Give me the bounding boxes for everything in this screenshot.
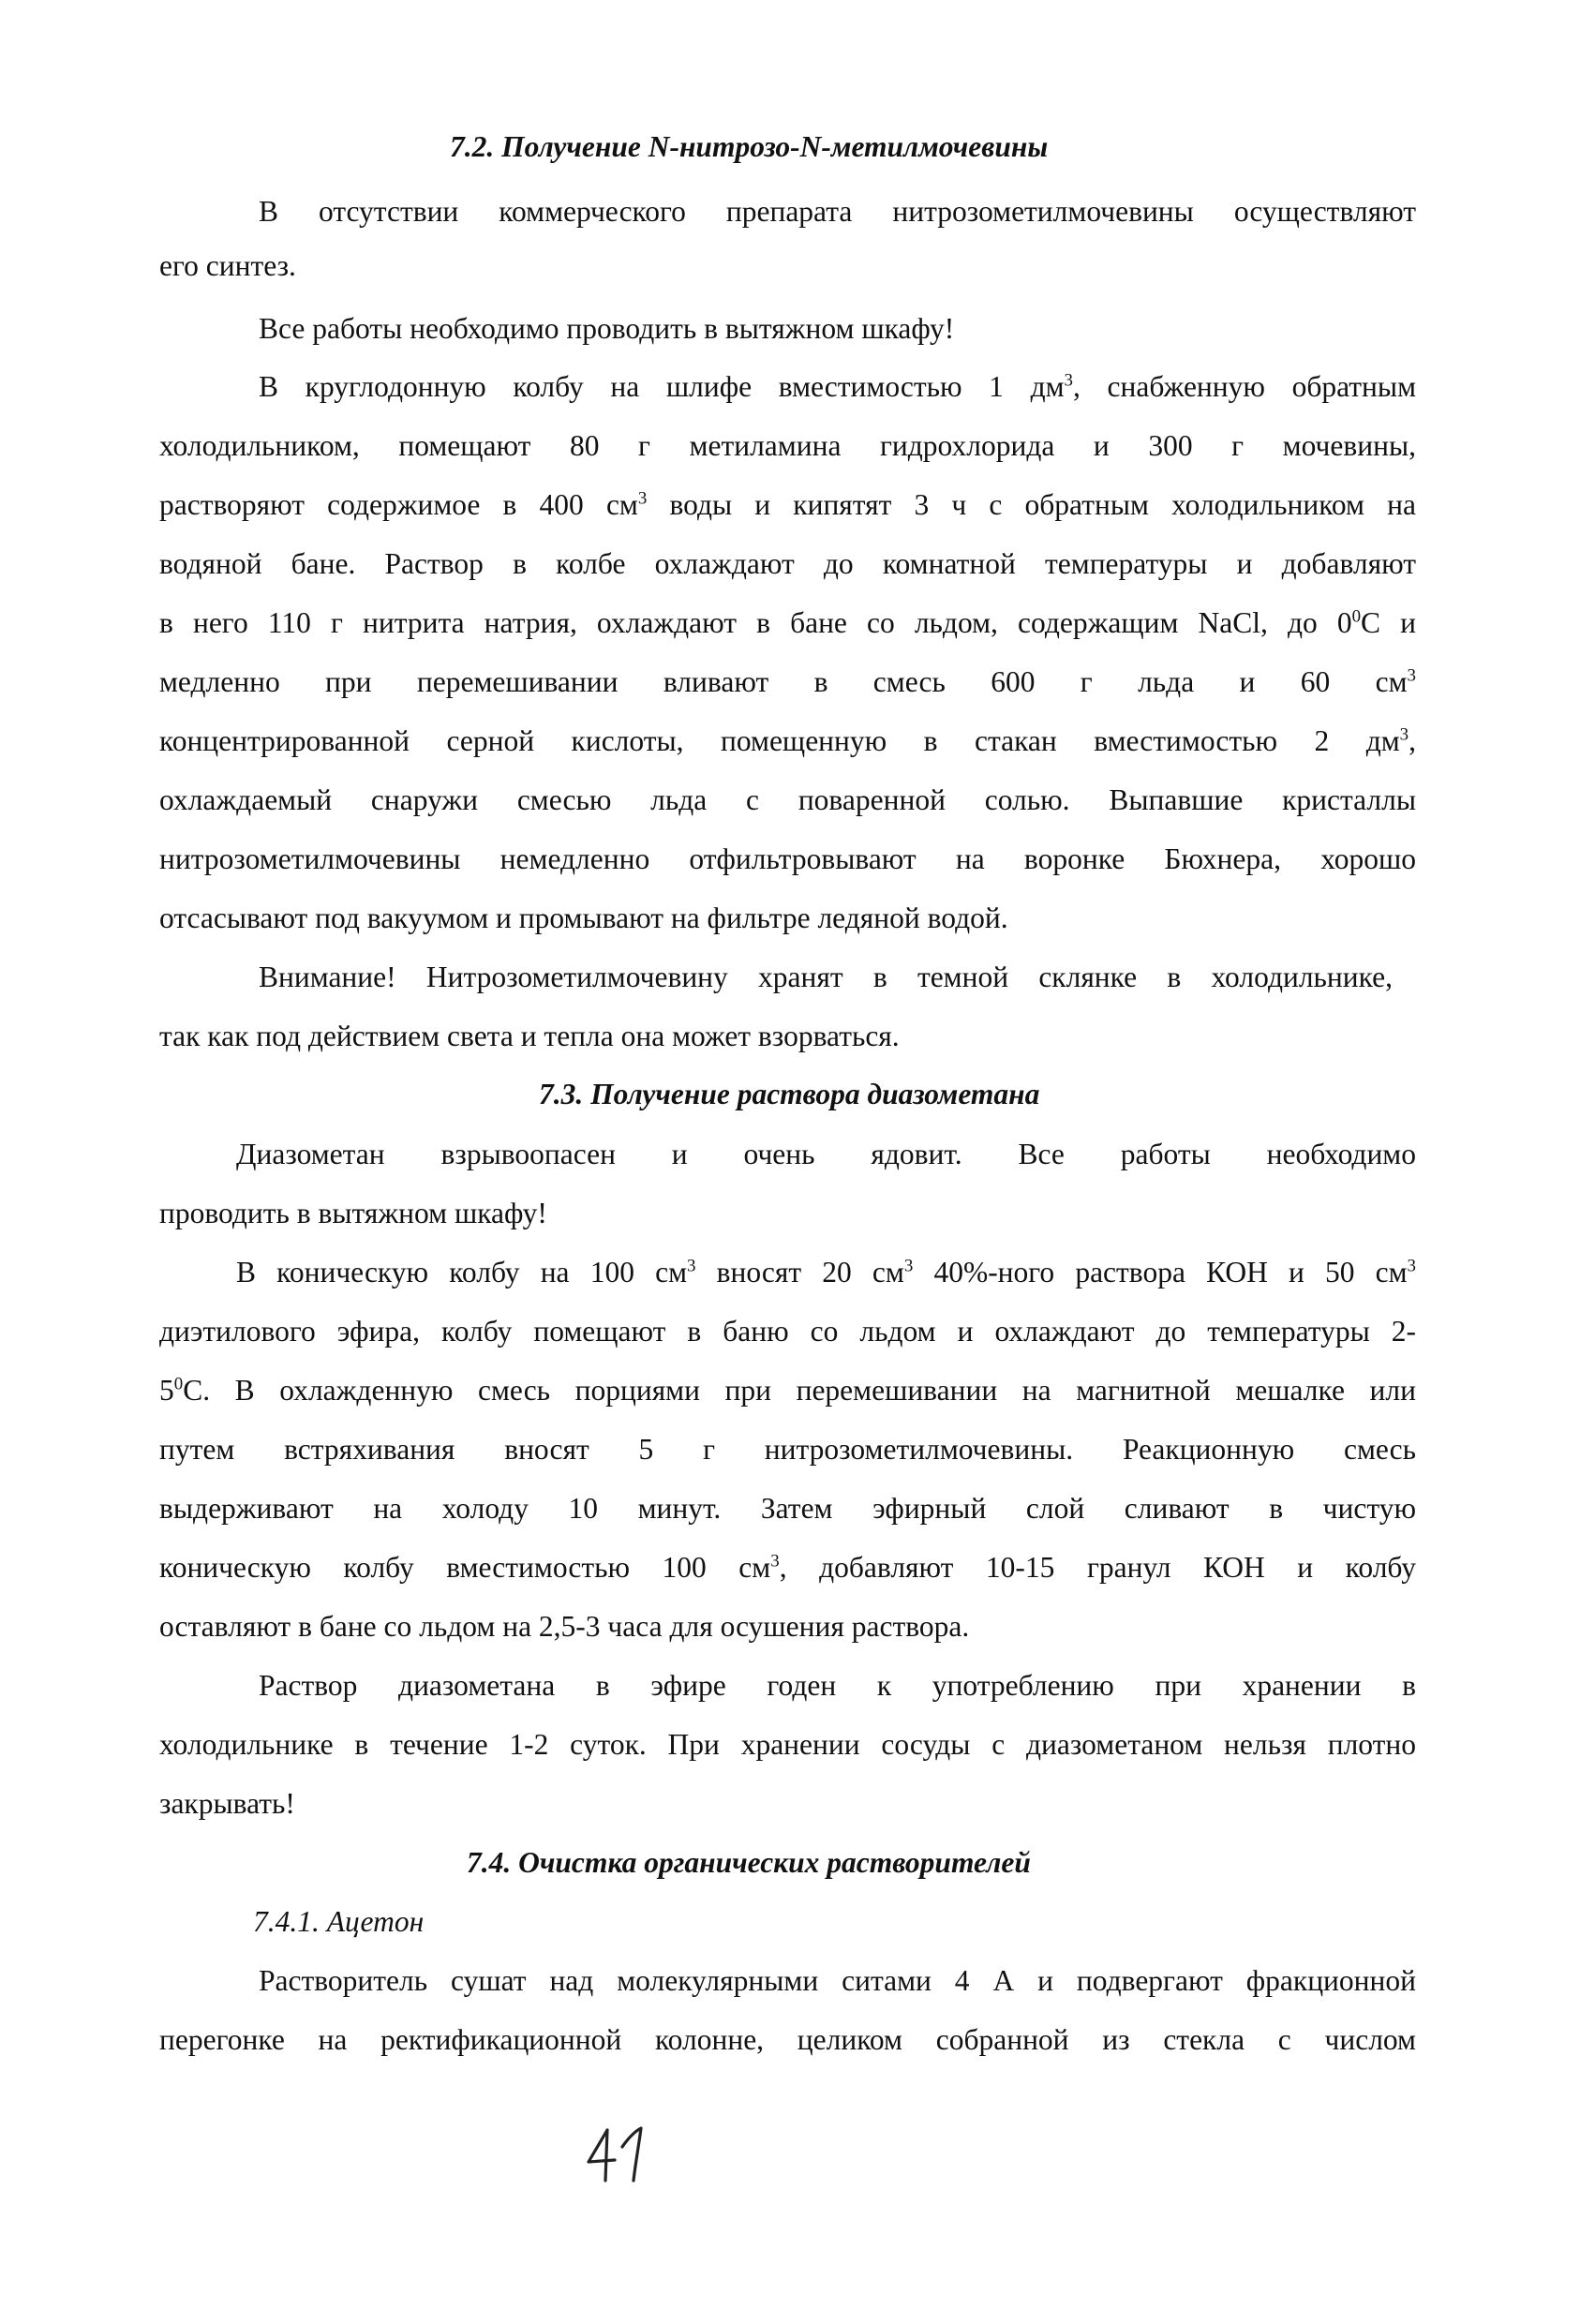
text-line: концентрированной серной кислоты, помещенную в стакан вместимостью 2 $дм^3$, [159, 724, 1416, 757]
text-line: растворяют содержимое в 400 $см^3$ воды и кипятят 3 ч с обратным холодильником на [159, 488, 1416, 521]
text-line: В отсутствии коммерческого препарата нитрозометилмочевины осуществляют [259, 195, 1416, 228]
text-line: проводить в вытяжном шкафу! [159, 1197, 547, 1229]
text-line: отсасывают под вакуумом и промывают на фильтре ледяной водой. [159, 901, 1008, 934]
text-line: Все работы необходимо проводить в вытяжном шкафу! [259, 312, 955, 345]
text-line: Внимание! Нитрозометилмочевину хранят в темной склянке в холодильнике, [259, 961, 1393, 993]
text-line: холодильнике в течение 1-2 суток. При хранении сосуды с диазометаном нельзя плотно [159, 1728, 1416, 1761]
text-line: закрывать! [159, 1787, 295, 1820]
text-line: В круглодонную колбу на шлифе вместимостью 1 $дм^3$, снабженную обратным [259, 370, 1416, 403]
text-line: $5^0С$. В охлажденную смесь порциями при перемешивании на магнитной мешалке или [159, 1374, 1416, 1407]
text-line: медленно при перемешивании вливают в смесь 600 г льда и 60 $см^3$ [159, 665, 1416, 698]
subsection-heading-7-4-1: 7.4.1. Ацетон [253, 1905, 425, 1938]
text-line: оставляют в бане со льдом на 2,5-3 часа для осушения раствора. [159, 1610, 970, 1643]
text-line: нитрозометилмочевины немедленно отфильтровывают на воронке Бюхнера, хорошо [159, 842, 1416, 875]
text-line: его синтез. [159, 249, 296, 282]
section-heading-7-2: 7.2. Получение N-нитрозо-N-метилмочевины [450, 130, 1049, 163]
text-line: водяной бане. Раствор в колбе охлаждают до комнатной температуры и добавляют [159, 547, 1416, 580]
text-line: диэтилового эфира, колбу помещают в баню со льдом и охлаждают до температуры 2- [159, 1315, 1416, 1348]
text-line: Раствор диазометана в эфире годен к употреблению при хранении в [259, 1669, 1416, 1702]
text-line: в него 110 г нитрита натрия, охлаждают в бане со льдом, содержащим NaCl, до $0^0С$ и [159, 606, 1416, 639]
text-line: путем встряхивания вносят 5 г нитрозометилмочевины. Реакционную смесь [159, 1433, 1416, 1466]
text-line: перегонке на ректификационной колонне, целиком собранной из стекла с числом [159, 2023, 1416, 2056]
text-line: охлаждаемый снаружи смесью льда с поваренной солью. Выпавшие кристаллы [159, 783, 1416, 816]
handwritten-page-number [579, 2123, 663, 2188]
text-line: Растворитель сушат над молекулярными ситами 4 А и подвергают фракционной [259, 1964, 1416, 1997]
section-heading-7-4: 7.4. Очистка органических растворителей [467, 1846, 1031, 1879]
text-line: так как под действием света и тепла она может взорваться. [159, 1020, 900, 1052]
section-heading-7-3: 7.3. Получение раствора диазометана [539, 1078, 1040, 1110]
text-line: В коническую колбу на 100 $см^3$ вносят 20 $см^3$ 40%-ного раствора КОН и 50 $см^3$ [236, 1256, 1416, 1289]
text-line: коническую колбу вместимостью 100 $см^3$, добавляют 10-15 гранул КОН и колбу [159, 1551, 1416, 1584]
text-line: холодильником, помещают 80 г метиламина гидрохлорида и 300 г мочевины, [159, 429, 1416, 462]
text-line: Диазометан взрывоопасен и очень ядовит. Все работы необходимо [236, 1138, 1416, 1170]
text-line: выдерживают на холоду 10 минут. Затем эфирный слой сливают в чистую [159, 1492, 1416, 1525]
